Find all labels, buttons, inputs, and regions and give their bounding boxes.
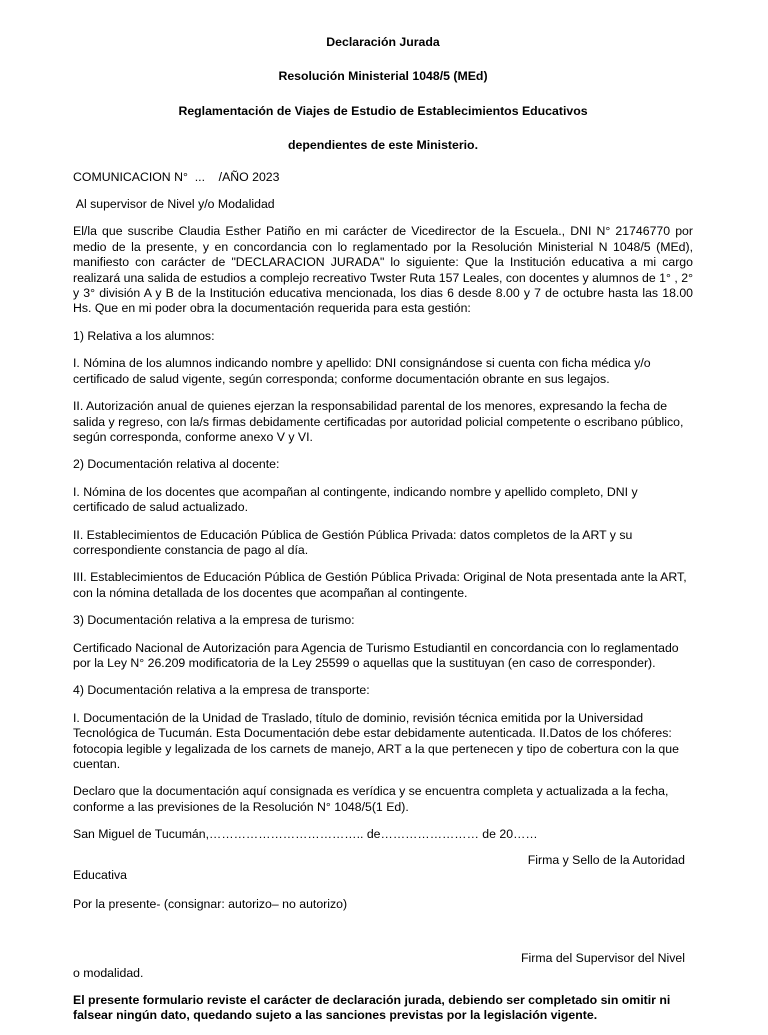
intro-paragraph: El/la que suscribe Claudia Esther Patiño en mi carácter de Vicedirector de la Escuela., DNI N° 21746770 por medio de la presente, y en concordancia con lo reglamentado por la Resolución Ministerial N 1048/5 (MEd), manifiesto con carácter de "DECLARACION JURADA" lo siguiente: Que la Institución educativa a mi cargo realizará una salida de estudios a complejo recreativo Twster Ruta 157 Leales, con docentes y alumnos de 1° , 2° y 3° división A y B de la Institución educativa mencionada, los dias 6 desde 8.00 y 7 de octubre hasta las 18.00 Hs. Que en mi poder obra la documentación requerida para esta gestión: — [73, 224, 693, 316]
document-title: Declaración Jurada — [326, 35, 440, 49]
resolution-title: Resolución Ministerial 1048/5 (MEd) — [278, 69, 488, 84]
section-2-item-ii: II. Establecimientos de Educación Pública de Gestión Pública Privada: datos completos de la ART y su correspondiente constancia de pago al día. — [73, 527, 633, 557]
place-date-line: San Miguel de Tucumán,……………………………….. de…………………… de 20…… — [73, 827, 538, 842]
signature-authority-label: Firma y Sello de la Autoridad — [527, 852, 685, 867]
section-1-item-ii: II. Autorización anual de quienes ejerzan la responsabilidad parental de los menores, expresando la fecha de salida y regreso, con la/s firmas debidamente certificadas por autoridad policial competente o escribano público, según corresponda, conforme anexo V y VI. — [73, 399, 684, 444]
section-2-item-i: I. Nómina de los docentes que acompañan al contingente, indicando nombre y apellido completo, DNI y certificado de salud actualizado. — [73, 484, 638, 515]
section-3-body: Certificado Nacional de Autorización para Agencia de Turismo Estudiantil en concordancia con lo reglamentado por la Ley N° 26.209 modificatoria de la Ley 25599 o aquellas que la sustituyan (en caso de corresponder). — [73, 640, 679, 670]
declaration-paragraph: Declaro que la documentación aquí consignada es verídica y se encuentra completa y actualizada a la fecha, conforme a las previsiones de la Resolución N° 1048/5(1 Ed). — [73, 784, 669, 814]
signature-space — [73, 925, 693, 951]
regulation-title: Reglamentación de Viajes de Estudio de Establecimientos Educativos — [178, 103, 588, 118]
addressee-line: Al supervisor de Nivel y/o Modalidad — [73, 197, 275, 212]
section-2-title: 2) Documentación relativa al docente: — [73, 457, 280, 472]
signature-supervisor-label: Firma del Supervisor del Nivel — [520, 950, 685, 965]
section-1-title: 1) Relativa a los alumnos: — [73, 328, 215, 343]
authorization-line: Por la presente- (consignar: autorizo– no autorizo) — [73, 897, 348, 912]
regulation-subtitle: dependientes de este Ministerio. — [288, 138, 478, 153]
signature-authority-label-cont: Educativa — [73, 868, 128, 883]
section-2-item-iii: III. Establecimientos de Educación Pública de Gestión Pública Privada: Original de Nota presentada ante la ART, con la nómina detallada de los docentes que acompañan al contingente. — [73, 570, 687, 600]
signature-supervisor-label-cont: o modalidad. — [73, 966, 144, 981]
section-4-title: 4) Documentación relativa a la empresa de transporte: — [73, 683, 370, 698]
section-3-title: 3) Documentación relativa a la empresa de turismo: — [73, 613, 355, 628]
section-4-body: I. Documentación de la Unidad de Traslado, título de dominio, revisión técnica emitida por la Universidad Tecnológica de Tucumán. Esta Documentación debe estar debidamente autenticada. II.Datos de los chóferes: fotocopia legible y legalizada de los carnets de manejo, ART a la que pertenecen y tipo de cobertura con la que cuentan. — [73, 710, 679, 771]
comunicacion-line: COMUNICACION N° ... /AÑO 2023 — [73, 169, 280, 184]
legal-notice: El presente formulario reviste el carácter de declaración jurada, debiendo ser completado sin omitir ni falsear ningún dato, quedando sujeto a las sanciones previstas por la legislación vigente. — [73, 992, 671, 1023]
document-page — [73, 35, 693, 1035]
section-1-item-i: I. Nómina de los alumnos indicando nombre y apellido: DNI consignándose si cuenta con ficha médica y/o certificado de salud vigente, según corresponda; conforme documentación obrante en sus legajos. — [73, 356, 651, 386]
